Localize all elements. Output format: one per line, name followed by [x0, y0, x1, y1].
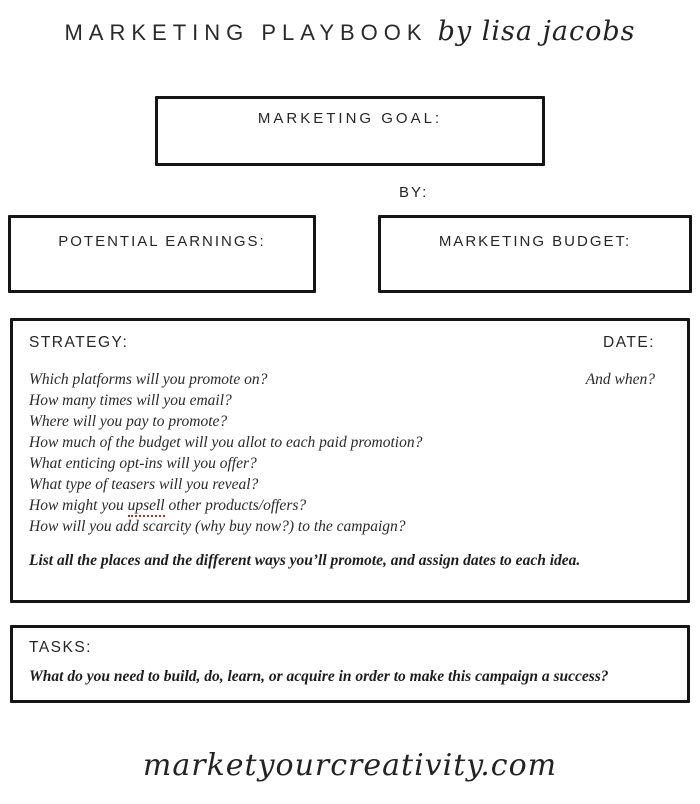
strategy-question: [29, 516, 655, 537]
strategy-question: [29, 411, 655, 432]
strategy-question: [29, 432, 655, 453]
question-prefix: How might you: [29, 497, 128, 514]
strategy-question: [29, 453, 655, 474]
strategy-question: [29, 474, 655, 495]
tasks-question: What do you need to build, do, learn, or acquire in order to make this campaign a success?: [29, 668, 609, 685]
strategy-question: [29, 495, 655, 516]
question-suffix: other products/offers?: [164, 497, 307, 514]
question-text: How much of the budget will you allot to each paid promotion?: [29, 434, 423, 451]
misspelled-word: upsell: [128, 497, 165, 517]
potential-earnings-label: POTENTIAL EARNINGS:: [58, 233, 266, 250]
by-label: BY:: [399, 184, 429, 201]
header: [0, 16, 700, 47]
title-byline: by lisa jacobs: [437, 16, 636, 47]
tasks-box: [10, 625, 690, 703]
strategy-question: [29, 369, 655, 390]
strategy-summary: List all the places and the different ways you’ll promote, and assign dates to each idea.: [29, 552, 581, 569]
marketing-budget-label: MARKETING BUDGET:: [438, 233, 632, 250]
footer: [0, 748, 700, 783]
question-text: Which platforms will you promote on?: [29, 371, 268, 388]
marketing-goal-label: MARKETING GOAL:: [257, 110, 443, 127]
and-when-label: And when?: [585, 371, 655, 388]
strategy-questions: [29, 369, 655, 537]
page-title: MARKETING PLAYBOOK: [64, 20, 428, 45]
question-text: How many times will you email?: [29, 392, 232, 409]
strategy-label: STRATEGY:: [29, 334, 129, 351]
marketing-goal-box: [155, 96, 545, 166]
question-text: How will you add scarcity (why buy now?) to the campaign?: [29, 518, 406, 535]
question-text: What enticing opt-ins will you offer?: [29, 455, 257, 472]
question-text: What type of teasers will you reveal?: [29, 476, 259, 493]
question-text: Where will you pay to promote?: [29, 413, 228, 430]
question-text: [29, 495, 306, 516]
marketing-budget-box: [378, 215, 692, 293]
footer-url: marketyourcreativity.com: [142, 748, 558, 783]
strategy-box: [10, 318, 690, 603]
date-label: DATE:: [603, 334, 655, 351]
strategy-question: [29, 390, 655, 411]
strategy-header-row: [29, 334, 655, 352]
potential-earnings-box: [8, 215, 316, 293]
tasks-label: TASKS:: [29, 639, 92, 656]
